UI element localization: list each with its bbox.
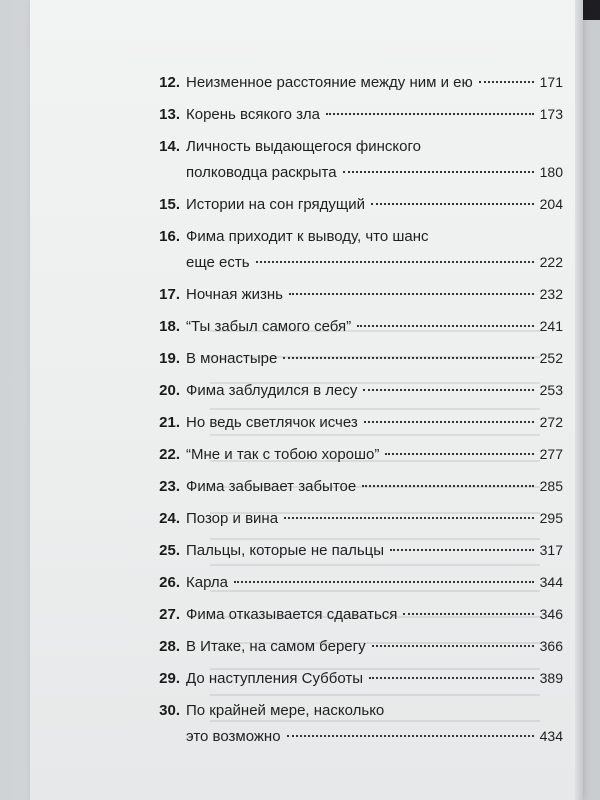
chapter-title: Неизменное расстояние между ним и ею	[186, 74, 473, 91]
chapter-number: 20.	[159, 382, 180, 399]
chapter-title-line	[186, 318, 563, 340]
dot-leader	[284, 517, 534, 519]
dot-leader	[289, 293, 534, 295]
chapter-title: это возможно	[186, 728, 281, 745]
chapter-title: Фима отказывается сдаваться	[186, 606, 398, 623]
dot-leader	[369, 677, 534, 679]
page-number: 253	[539, 382, 563, 398]
page-number: 344	[539, 574, 563, 590]
dot-leader	[362, 485, 533, 487]
chapter-title: “Ты забыл самого себя”	[186, 318, 352, 335]
chapter-title: Фима забывает забытое	[186, 478, 357, 495]
chapter-title: полководца раскрыта	[186, 164, 337, 181]
chapter-title-line	[186, 228, 563, 250]
chapter-title: Личность выдающегося финского	[186, 138, 421, 155]
toc-entry	[30, 378, 575, 404]
chapter-title: Корень всякого зла	[186, 106, 320, 123]
chapter-title-line	[186, 138, 563, 160]
page-number: 204	[539, 196, 563, 212]
chapter-number: 12.	[159, 74, 180, 91]
toc-entry	[30, 314, 575, 340]
dot-leader	[403, 613, 533, 615]
chapter-title-line	[186, 164, 563, 186]
chapter-number: 21.	[159, 414, 180, 431]
chapter-title-line	[186, 542, 563, 564]
dot-leader	[385, 453, 533, 455]
page-number: 295	[539, 510, 563, 526]
book-page	[30, 0, 575, 800]
toc-entry	[30, 634, 575, 660]
toc-entry	[30, 192, 575, 218]
chapter-title: Карла	[186, 574, 229, 591]
dot-leader	[234, 581, 534, 583]
chapter-title: В Итаке, на самом берегу	[186, 638, 366, 655]
chapter-title: Пальцы, которые не пальцы	[186, 542, 385, 559]
dot-leader	[256, 261, 534, 263]
chapter-title-line	[186, 510, 563, 532]
chapter-number: 14.	[159, 138, 180, 155]
dot-leader	[479, 81, 534, 83]
page-number: 252	[539, 350, 563, 366]
chapter-number: 24.	[159, 510, 180, 527]
chapter-title-line	[186, 196, 563, 218]
page-number: 277	[539, 446, 563, 462]
dot-leader	[390, 549, 534, 551]
chapter-title-line	[186, 478, 563, 500]
toc-entry	[30, 70, 575, 96]
toc-entry	[30, 474, 575, 500]
chapter-title-line	[186, 670, 563, 692]
toc-entry	[30, 506, 575, 532]
page-number: 173	[539, 106, 563, 122]
page-number: 434	[539, 728, 563, 744]
toc-entry	[30, 442, 575, 468]
page-number: 366	[539, 638, 563, 654]
chapter-number: 22.	[159, 446, 180, 463]
page-number: 346	[539, 606, 563, 622]
chapter-number: 13.	[159, 106, 180, 123]
dot-leader	[372, 645, 534, 647]
page-number: 222	[539, 254, 563, 270]
chapter-number: 16.	[159, 228, 180, 245]
toc-entry	[30, 570, 575, 596]
page-number: 232	[539, 286, 563, 302]
chapter-number: 26.	[159, 574, 180, 591]
dot-leader	[287, 735, 534, 737]
chapter-title-line	[186, 728, 563, 750]
toc-entry	[30, 102, 575, 128]
chapter-title-line	[186, 286, 563, 308]
chapter-title: Ночная жизнь	[186, 286, 283, 303]
chapter-number: 17.	[159, 286, 180, 303]
page-number: 389	[539, 670, 563, 686]
chapter-title: Позор и вина	[186, 510, 279, 527]
chapter-number: 25.	[159, 542, 180, 559]
toc-entry	[30, 282, 575, 308]
page-edge	[575, 0, 583, 800]
dot-leader	[357, 325, 533, 327]
toc-entry	[30, 346, 575, 372]
chapter-title: Истории на сон грядущий	[186, 196, 365, 213]
dot-leader	[371, 203, 534, 205]
chapter-title-line	[186, 74, 563, 96]
dot-leader	[364, 421, 534, 423]
toc-entry	[30, 224, 575, 276]
toc-entry	[30, 602, 575, 628]
page-number: 171	[539, 74, 563, 90]
chapter-title-line	[186, 106, 563, 128]
dot-leader	[363, 389, 533, 391]
page-number: 285	[539, 478, 563, 494]
chapter-number: 27.	[159, 606, 180, 623]
page-number: 317	[539, 542, 563, 558]
page-number: 272	[539, 414, 563, 430]
table-of-contents	[30, 70, 575, 756]
chapter-title-line	[186, 638, 563, 660]
toc-entry	[30, 698, 575, 750]
page-number: 241	[539, 318, 563, 334]
page-number: 180	[539, 164, 563, 180]
dot-leader	[343, 171, 534, 173]
chapter-title-line	[186, 606, 563, 628]
chapter-title-line	[186, 702, 563, 724]
chapter-title-line	[186, 382, 563, 404]
chapter-number: 29.	[159, 670, 180, 687]
dot-leader	[283, 357, 533, 359]
toc-entry	[30, 410, 575, 436]
toc-entry	[30, 134, 575, 186]
chapter-title: В монастыре	[186, 350, 278, 367]
chapter-title: По крайней мере, насколько	[186, 702, 385, 719]
toc-entry	[30, 538, 575, 564]
chapter-number: 28.	[159, 638, 180, 655]
toc-entry	[30, 666, 575, 692]
chapter-title: Фима заблудился в лесу	[186, 382, 358, 399]
chapter-number: 23.	[159, 478, 180, 495]
chapter-title: Фима приходит к выводу, что шанс	[186, 228, 429, 245]
chapter-title-line	[186, 254, 563, 276]
chapter-number: 19.	[159, 350, 180, 367]
dot-leader	[326, 113, 534, 115]
chapter-title-line	[186, 574, 563, 596]
chapter-number: 30.	[159, 702, 180, 719]
chapter-number: 15.	[159, 196, 180, 213]
chapter-title-line	[186, 414, 563, 436]
chapter-title: еще есть	[186, 254, 250, 271]
chapter-title: “Мне и так с тобою хорошо”	[186, 446, 380, 463]
chapter-title: Но ведь светлячок исчез	[186, 414, 358, 431]
chapter-title-line	[186, 350, 563, 372]
chapter-number: 18.	[159, 318, 180, 335]
chapter-title-line	[186, 446, 563, 468]
chapter-title: До наступления Субботы	[186, 670, 364, 687]
